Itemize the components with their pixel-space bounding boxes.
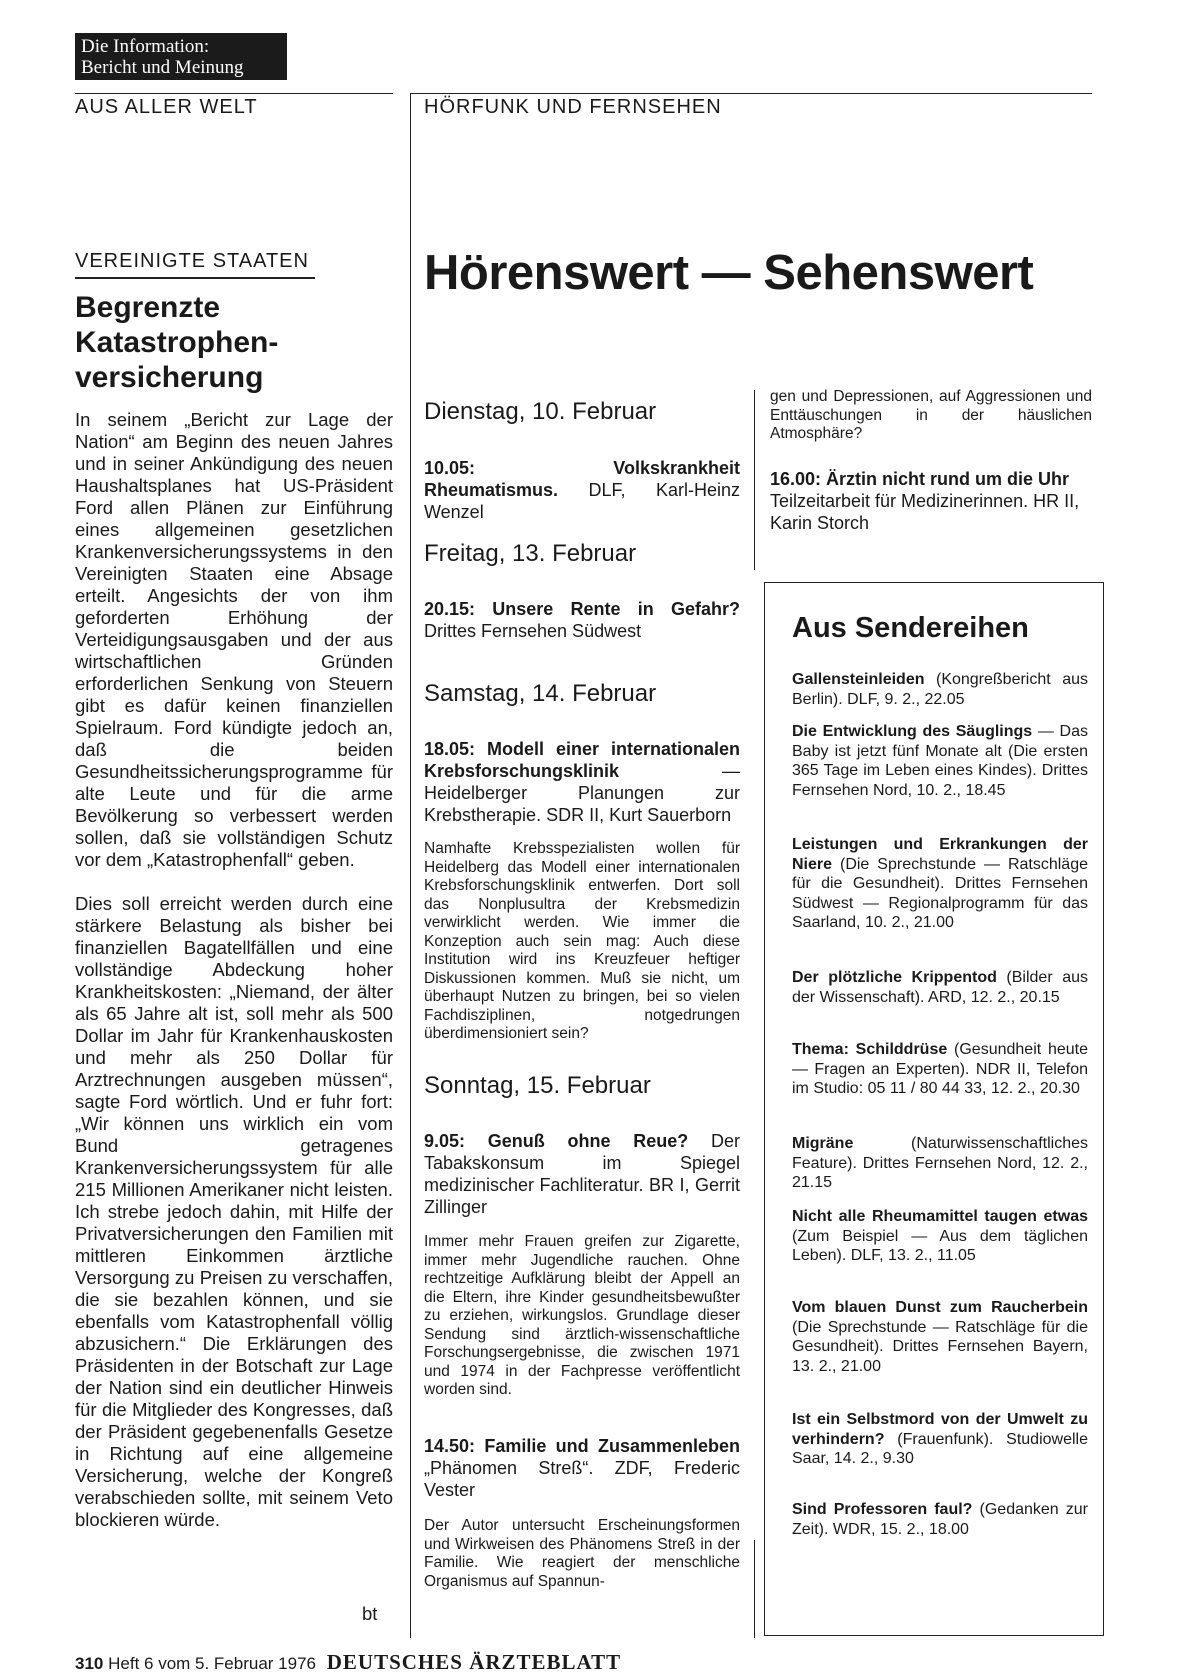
article-paragraph-2: Dies soll erreicht werden durch eine stärkere Belastung als bisher bei finanziellen Bagatellfällen und eine vollständige Abdeckung hoher Krankheitskosten: „Niemand, der älter als 65 Jahre alt ist, soll mehr als 500 Dollar im Jahr für Krankenhauskosten und mehr als 250 Dollar für Arztrechnungen ausgeben müssen“, sagte Ford wörtlich. Und er fuhr fort: „Wir können uns wirklich ein vom Bund getragenes Krankenversicherungssystem für alle 215 Millionen Amerikaner nicht leisten. Ich strebe jedoch dahin, mit Hilfe der Privatversicherungen den Familien mit mittleren Einkommen ärztliche Versorgung zu Preisen zu verschaffen, die sie bezahlen können, und sie ebenfalls vom Katastrophenfall völlig abzusichern.“ Die Erklärungen des Präsidenten in der Botschaft zur Lage der Nation sind ein deutlicher Hinweis für die Mitglieder des Kongresses, daß der Präsident gegebenenfalls Gesetze in Richtung auf eine allgemeine Versicherung, welche der Kongreß verabschieden sollte, mit seinem Veto blockieren würde. bbox=[75, 893, 393, 1530]
series-item-title: Der plötzliche Krippentod bbox=[792, 969, 997, 986]
program-info: Der Tabakskonsum im Spiegel medizinischer Fachliteratur. BR I, Gerrit Zillinger bbox=[424, 1131, 740, 1217]
program-entry bbox=[424, 457, 740, 523]
publication-name: DEUTSCHES ÄRZTEBLATT bbox=[326, 1650, 622, 1674]
series-item-info: (Die Sprechstunde — Ratschläge für die Gesundheit). Drittes Fernsehen Südwest — Regionalprogramm für das Saarland, 10. 2., 21.00 bbox=[792, 855, 1088, 931]
program-title: 14.50: Familie und Zusammenleben bbox=[424, 1436, 740, 1456]
day-heading-samstag: Samstag, 14. Februar bbox=[424, 680, 657, 707]
section-left-heading: AUS ALLER WELT bbox=[75, 96, 258, 118]
program-description: Namhafte Krebsspezialisten wollen für Heidelberg das Modell einer internationalen Krebsforschungsklinik entwerfen. Dort soll das Nonplusultra der Krebsmedizin verwirklicht werden. Wie immer die Konzeption auch sein mag: Auch diese Institution wird ins Kreuzfeuer heftiger Diskussionen kommen. Muß sie nicht, um überhaupt Nutzen zu bringen, bei so vielen Fachdisziplinen, notgedrungen überdimensioniert sein? bbox=[424, 840, 740, 1042]
series-item-title: Nicht alle Rheumamittel taugen etwas bbox=[792, 1208, 1088, 1225]
series-item bbox=[792, 722, 1088, 800]
series-item-title: Leistungen und Erkrankungen der Niere bbox=[792, 836, 1088, 873]
series-item-title: Die Entwicklung des Säuglings bbox=[792, 723, 1033, 740]
series-item-info: (Kongreßbericht aus Berlin). DLF, 9. 2., 22.05 bbox=[792, 671, 1088, 708]
program-entry bbox=[424, 1435, 740, 1501]
day-heading-sonntag: Sonntag, 15. Februar bbox=[424, 1072, 651, 1099]
series-box-title: Aus Sendereihen bbox=[792, 612, 1029, 644]
series-item-title: Thema: Schilddrüse bbox=[792, 1041, 948, 1058]
series-item-info: (Die Sprechstunde — Ratschläge für die Gesundheit). Drittes Fernsehen Bayern, 13. 2., 21.00 bbox=[792, 1318, 1088, 1375]
series-item bbox=[792, 1298, 1088, 1376]
series-item-title: Vom blauen Dunst zum Raucherbein bbox=[792, 1299, 1088, 1316]
article-paragraph-1: In seinem „Bericht zur Lage der Nation“ am Beginn des neuen Jahres und in seiner Ankündigung des neuen Haushaltsplanes hat US-Präsident Ford allen Plänen zur Einführung eines allgemeinen gesetzlichen Krankenversicherungssystems in den Vereinigten Staaten eine Absage erteilt. Angesichts der von ihm geforderten Erhöhung der Verteidigungsausgaben und der aus wirtschaftlichen Gründen erforderlichen Senkung von Steuern gibt es dafür keinen finanziellen Spielraum. Ford kündigte jedoch an, daß die beiden Gesundheitssicherungsprogramme für alte Leute und für die arme Bevölkerung so verbessert werden sollen, daß sie vollständigen Schutz vor dem „Katastrophenfall“ geben. bbox=[75, 409, 393, 870]
program-entry bbox=[770, 468, 1092, 534]
section-rule-right bbox=[410, 93, 1092, 94]
program-title: 10.05: Volkskrankheit Rheumatismus. bbox=[424, 458, 740, 500]
article-kicker: VEREINIGTE STAATEN bbox=[75, 250, 309, 272]
program-entry bbox=[424, 738, 740, 826]
program-title: 18.05: Modell einer internationalen Krebsforschungsklinik bbox=[424, 739, 740, 781]
program-info: Drittes Fernsehen Südwest bbox=[424, 621, 642, 641]
series-item-info: (Gesundheit heute — Fragen an Experten). NDR II, Telefon im Studio: 05 11 / 80 44 33, 12. 2., 20.30 bbox=[792, 1041, 1088, 1097]
article-title bbox=[75, 290, 375, 395]
series-item bbox=[792, 1500, 1088, 1539]
program-description: Immer mehr Frauen greifen zur Zigarette, immer mehr Jugendliche rauchen. Ohne rechtzeitige Aufklärung bleibt der Appell an die Eltern, ihre Kinder gesundheitsbewußter zu erziehen, wirkungslos. Grundlage dieser Sendung sind ärztlich-wissenschaftliche Forschungsergebnisse, die zwischen 1971 und 1974 in der Fachpresse veröffentlicht worden sind. bbox=[424, 1233, 740, 1398]
program-info: „Phänomen Streß“. ZDF, Frederic Vester bbox=[424, 1458, 740, 1500]
series-item-info: (Naturwissenschaftliches Feature). Drittes Fernsehen Nord, 12. 2., 21.15 bbox=[792, 1135, 1088, 1191]
column-divider-bottom bbox=[754, 1540, 755, 1638]
section-right-heading: HÖRFUNK UND FERNSEHEN bbox=[424, 96, 722, 118]
column-divider bbox=[410, 93, 411, 1638]
kicker-underline bbox=[75, 277, 315, 279]
column-divider-short bbox=[754, 390, 755, 570]
main-title: Hörenswert — Sehenswert bbox=[424, 246, 1034, 300]
series-item bbox=[792, 1040, 1088, 1099]
program-description: Der Autor untersucht Erscheinungsformen und Wirkweisen des Phänomens Streß in der Familie. Wie reagiert der menschliche Organismus auf Spannun- bbox=[424, 1517, 740, 1590]
series-item bbox=[792, 835, 1088, 933]
article-title-line: versicherung bbox=[75, 361, 264, 394]
series-item bbox=[792, 1134, 1088, 1193]
series-item bbox=[792, 1410, 1088, 1469]
page-footer bbox=[75, 1650, 621, 1675]
masthead bbox=[75, 33, 287, 80]
page-number: 310 bbox=[75, 1654, 104, 1673]
day-heading-dienstag: Dienstag, 10. Februar bbox=[424, 398, 657, 425]
program-title: 16.00: Ärztin nicht rund um die Uhr bbox=[770, 469, 1070, 489]
series-item-info: (Zum Beispiel — Aus dem täglichen Leben). DLF, 13. 2., 11.05 bbox=[792, 1227, 1088, 1264]
article-title-line: Katastrophen- bbox=[75, 326, 279, 359]
program-info: DLF, Karl-Heinz Wenzel bbox=[424, 480, 740, 522]
series-item-info: (Bilder aus der Wissenschaft). ARD, 12. 2., 20.15 bbox=[792, 969, 1088, 1006]
series-item-title: Migräne bbox=[792, 1135, 854, 1152]
article-title-line: Begrenzte bbox=[75, 291, 221, 324]
program-title: 20.15: Unsere Rente in Gefahr? bbox=[424, 599, 740, 619]
series-item-title: Sind Professoren faul? bbox=[792, 1501, 973, 1518]
article-signature: bt bbox=[362, 1603, 378, 1624]
program-entry bbox=[424, 1130, 740, 1218]
issue-info: Heft 6 vom 5. Februar 1976 bbox=[108, 1654, 316, 1673]
masthead-line2: Bericht und Meinung bbox=[81, 57, 244, 78]
section-rule-left bbox=[75, 93, 393, 94]
program-title: 9.05: Genuß ohne Reue? bbox=[424, 1131, 689, 1151]
day-heading-freitag: Freitag, 13. Februar bbox=[424, 540, 637, 567]
program-info: Teilzeitarbeit für Medizinerinnen. HR II, Karin Storch bbox=[770, 491, 1080, 533]
series-item-info: — Das Baby ist jetzt fünf Monate alt (Die ersten 365 Tage im Leben eines Kindes). Drittes Fernsehen Nord, 10. 2., 18.45 bbox=[792, 723, 1088, 799]
masthead-line1: Die Information: bbox=[81, 36, 210, 57]
series-item-title: Ist ein Selbstmord von der Umwelt zu verhindern? bbox=[792, 1411, 1088, 1448]
series-item bbox=[792, 1207, 1088, 1266]
series-item-title: Gallensteinleiden bbox=[792, 671, 925, 688]
program-description-continued: gen und Depressionen, auf Aggressionen und Enttäuschungen in der häuslichen Atmosphäre? bbox=[770, 388, 1092, 442]
series-item bbox=[792, 670, 1088, 709]
series-item-info: (Frauenfunk). Studiowelle Saar, 14. 2., 9.30 bbox=[792, 1430, 1088, 1467]
series-item-info: (Gedanken zur Zeit). WDR, 15. 2., 18.00 bbox=[792, 1501, 1089, 1538]
program-entry bbox=[424, 598, 740, 642]
series-item bbox=[792, 968, 1088, 1007]
program-info: — Heidelberger Planungen zur Krebstherapie. SDR II, Kurt Sauerborn bbox=[424, 761, 740, 825]
